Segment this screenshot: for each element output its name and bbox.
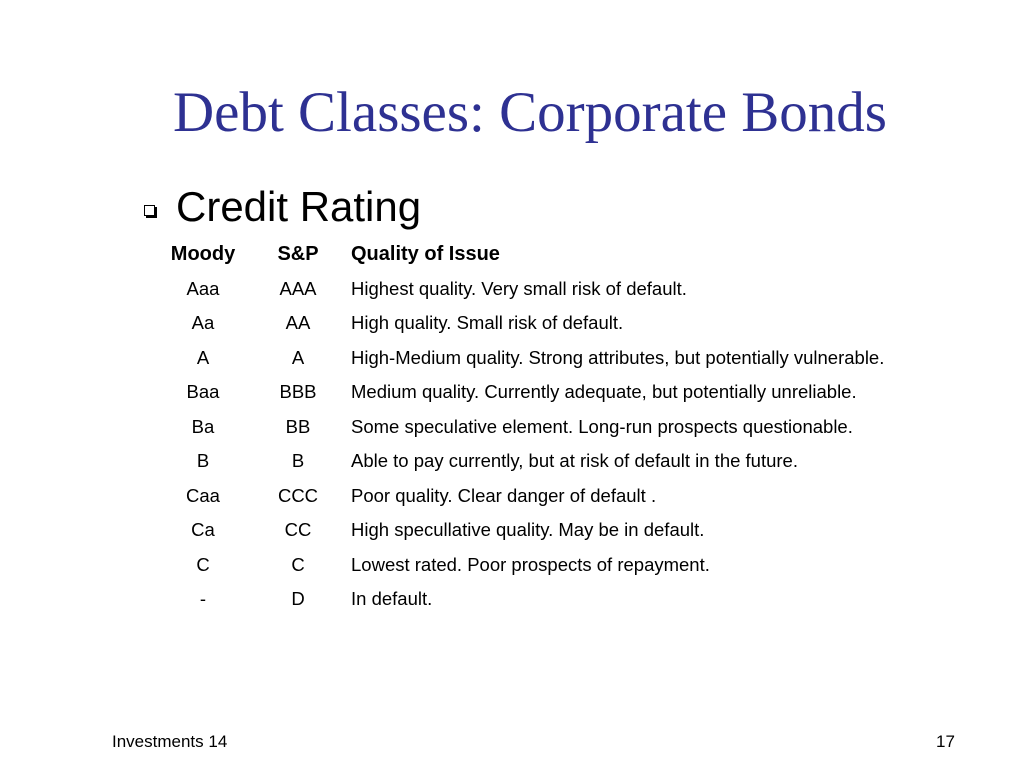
credit-rating-table: [150, 237, 884, 617]
cell-moody: Ba: [191, 415, 215, 437]
slide-title: Debt Classes: Corporate Bonds: [172, 81, 887, 144]
cell-moody: -: [199, 588, 207, 610]
table-row: [150, 444, 884, 479]
cell-moody: Aa: [191, 312, 215, 334]
table-row: [150, 513, 884, 548]
header-sp: S&P: [277, 242, 319, 265]
cell-moody: A: [196, 346, 210, 368]
cell-sp: C: [291, 553, 305, 575]
cell-moody: C: [196, 553, 210, 575]
cell-quality: Some speculative element. Long-run prospects questionable.: [351, 415, 853, 437]
table-row: [150, 582, 884, 617]
cell-moody: Baa: [186, 381, 220, 403]
cell-sp: D: [291, 588, 305, 610]
cell-moody: Aaa: [186, 277, 220, 299]
footer-page-number: 17: [936, 732, 955, 751]
header-quality: Quality of Issue: [351, 242, 500, 265]
cell-moody: B: [196, 450, 210, 472]
table-row: [150, 410, 884, 445]
table-row: [150, 548, 884, 583]
cell-moody: Caa: [186, 484, 220, 506]
bullet-text: Credit Rating: [176, 183, 422, 230]
table-row: [150, 479, 884, 514]
table-header-row: [150, 237, 884, 272]
cell-sp: AAA: [279, 277, 317, 299]
cell-quality: In default.: [351, 588, 433, 610]
cell-sp: AA: [285, 312, 311, 334]
bullet-item: [144, 180, 421, 234]
table-row: [150, 272, 884, 307]
cell-sp: A: [291, 346, 305, 368]
cell-sp: BBB: [279, 381, 317, 403]
cell-quality: Poor quality. Clear danger of default .: [351, 484, 657, 506]
footer-course: Investments 14: [112, 732, 228, 751]
header-moody: Moody: [170, 242, 236, 265]
cell-quality: Highest quality. Very small risk of default.: [351, 277, 687, 299]
table-body: [150, 272, 884, 617]
cell-sp: BB: [285, 415, 311, 437]
cell-sp: CCC: [277, 484, 319, 506]
cell-quality: Medium quality. Currently adequate, but potentially unreliable.: [351, 381, 857, 403]
table-row: [150, 306, 884, 341]
table-row: [150, 375, 884, 410]
cell-sp: B: [291, 450, 305, 472]
cell-quality: High quality. Small risk of default.: [351, 312, 624, 334]
square-bullet-icon: [144, 205, 155, 216]
cell-moody: Ca: [191, 519, 215, 541]
table-row: [150, 341, 884, 376]
cell-sp: CC: [284, 519, 312, 541]
cell-quality: High-Medium quality. Strong attributes, but potentially vulnerable.: [351, 346, 885, 368]
cell-quality: Able to pay currently, but at risk of default in the future.: [351, 450, 798, 472]
cell-quality: High specullative quality. May be in default.: [351, 519, 705, 541]
cell-quality: Lowest rated. Poor prospects of repayment.: [351, 553, 710, 575]
